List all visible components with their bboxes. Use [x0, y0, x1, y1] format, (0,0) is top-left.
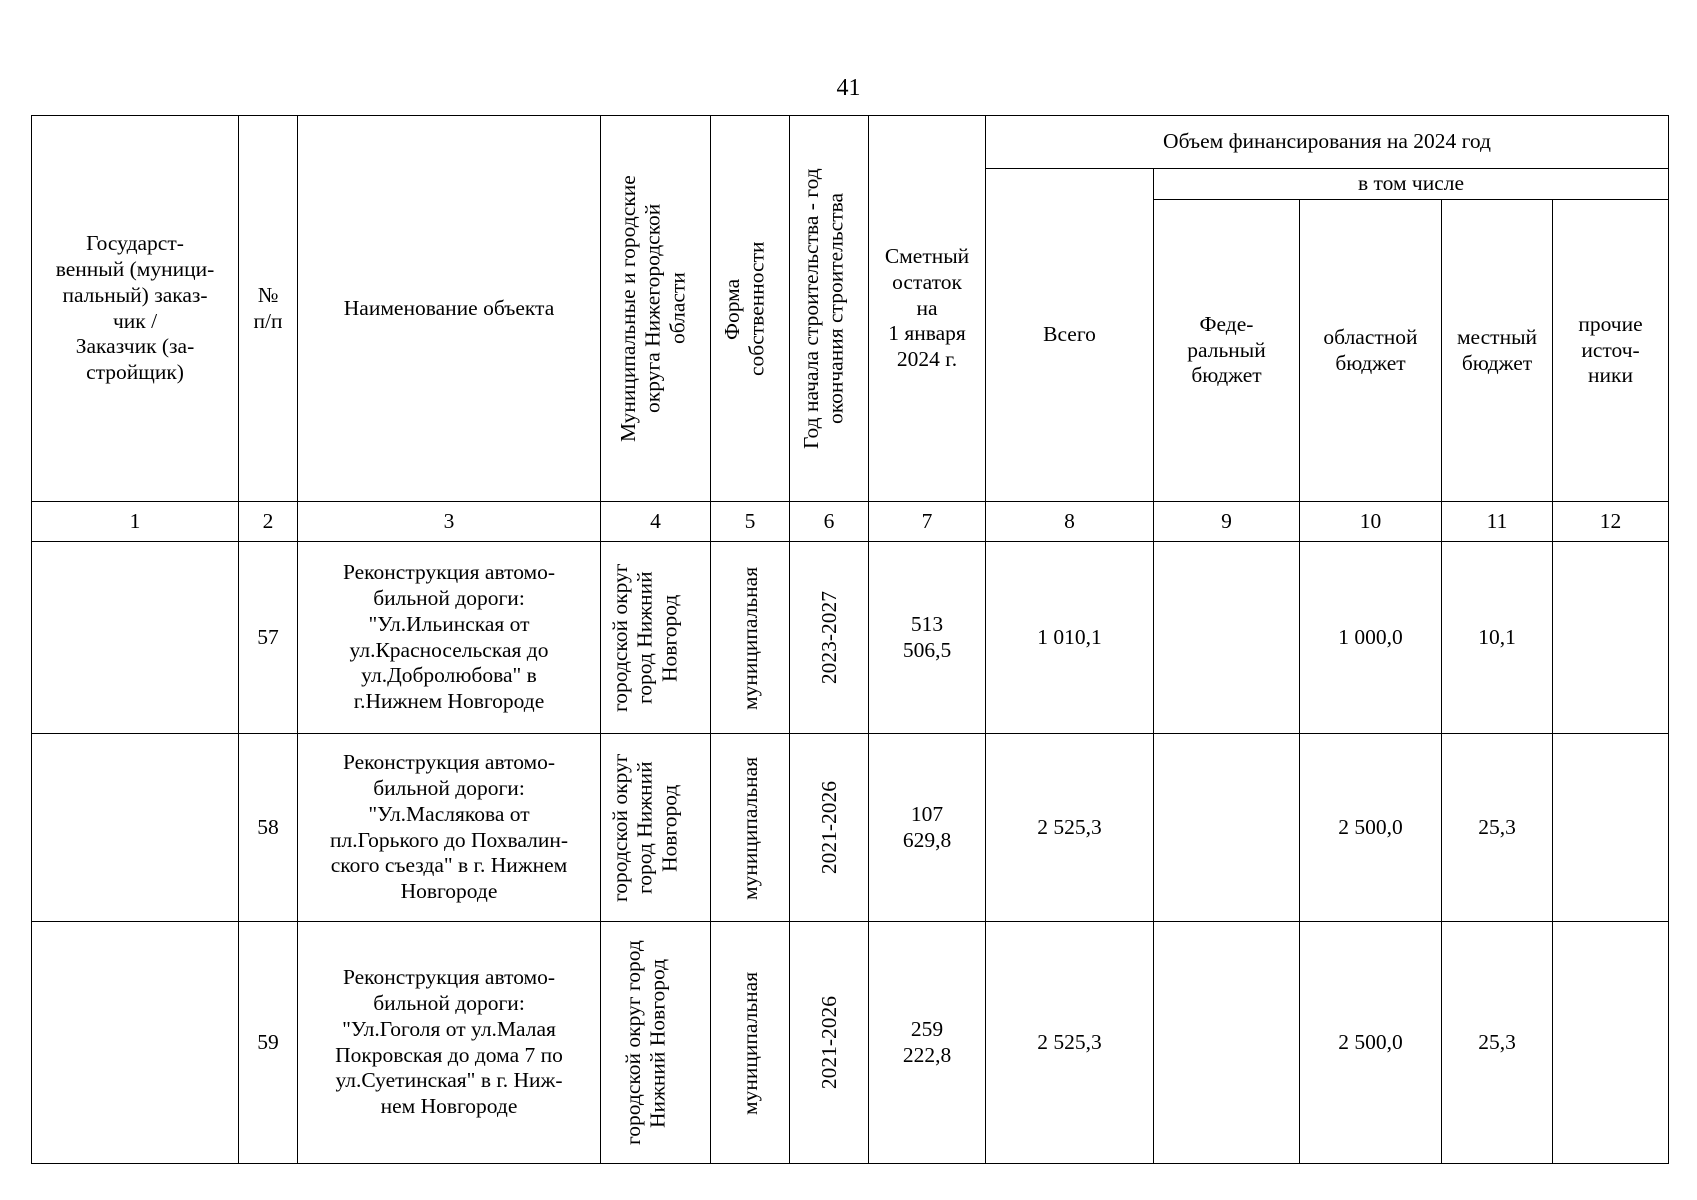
financing-table: [31, 115, 1669, 1164]
header-customer: Государст- венный (муници- пальный) заказ- чик / Заказчик (за- стройщик): [32, 116, 239, 502]
header-number: № п/п: [239, 116, 298, 502]
cell-regional: 2 500,0: [1300, 734, 1442, 922]
column-number: 6: [790, 502, 869, 542]
column-number: 1: [32, 502, 239, 542]
cell-customer: [32, 542, 239, 734]
cell-years: 2021-2026: [790, 734, 869, 922]
column-number: 5: [711, 502, 790, 542]
cell-object-name: Реконструкция автомо- бильной дороги: "Ул.Ильинская от ул.Красносельская до ул.Добролюбова" в г.Нижнем Новгороде: [298, 542, 601, 734]
cell-estimate: 259 222,8: [869, 922, 986, 1164]
column-number: 12: [1553, 502, 1669, 542]
table-row: [32, 922, 1669, 1164]
cell-district: городской округ город Нижний Новгород: [601, 734, 711, 922]
header-local: местный бюджет: [1442, 200, 1553, 502]
header-object-name: Наименование объекта: [298, 116, 601, 502]
cell-customer: [32, 922, 239, 1164]
column-number: 4: [601, 502, 711, 542]
cell-object-name: Реконструкция автомо- бильной дороги: "Ул.Маслякова от пл.Горького до Похвалин- ского съезда" в г. Нижнем Новгороде: [298, 734, 601, 922]
cell-other: [1553, 542, 1669, 734]
cell-estimate: 513 506,5: [869, 542, 986, 734]
cell-regional: 1 000,0: [1300, 542, 1442, 734]
cell-ownership: муниципальная: [711, 734, 790, 922]
cell-estimate: 107 629,8: [869, 734, 986, 922]
cell-federal: [1154, 734, 1300, 922]
column-number: 2: [239, 502, 298, 542]
header-district: Муниципальные и городские округа Нижегородской области: [601, 116, 711, 502]
column-number: 11: [1442, 502, 1553, 542]
cell-other: [1553, 734, 1669, 922]
column-number: 3: [298, 502, 601, 542]
column-number: 7: [869, 502, 986, 542]
cell-number: 58: [239, 734, 298, 922]
cell-district: городской округ город Нижний Новгород: [601, 542, 711, 734]
cell-district: городской округ город Нижний Новгород: [601, 922, 711, 1164]
header-including: в том числе: [1154, 169, 1669, 200]
cell-federal: [1154, 542, 1300, 734]
column-number: 9: [1154, 502, 1300, 542]
cell-total: 2 525,3: [986, 734, 1154, 922]
cell-number: 59: [239, 922, 298, 1164]
cell-years: 2021-2026: [790, 922, 869, 1164]
cell-total: 1 010,1: [986, 542, 1154, 734]
cell-other: [1553, 922, 1669, 1164]
page-number: 41: [836, 75, 861, 101]
header-estimate: Сметный остаток на 1 января 2024 г.: [869, 116, 986, 502]
header-ownership: Форма собственности: [711, 116, 790, 502]
cell-object-name: Реконструкция автомо- бильной дороги: "Ул.Гоголя от ул.Малая Покровская до дома 7 по ул.Суетинская" в г. Ниж- нем Новгороде: [298, 922, 601, 1164]
table-row: [32, 734, 1669, 922]
header-financing: Объем финансирования на 2024 год: [986, 116, 1669, 169]
cell-federal: [1154, 922, 1300, 1164]
cell-regional: 2 500,0: [1300, 922, 1442, 1164]
header-federal: Феде- ральный бюджет: [1154, 200, 1300, 502]
cell-years: 2023-2027: [790, 542, 869, 734]
column-number: 10: [1300, 502, 1442, 542]
cell-ownership: муниципальная: [711, 922, 790, 1164]
header-years: Год начала строительства - год окончания строительства: [790, 116, 869, 502]
table-row: [32, 542, 1669, 734]
cell-local: 25,3: [1442, 922, 1553, 1164]
header-regional: областной бюджет: [1300, 200, 1442, 502]
column-numbers-row: [32, 502, 1669, 542]
cell-local: 25,3: [1442, 734, 1553, 922]
column-number: 8: [986, 502, 1154, 542]
header-other: прочие источ- ники: [1553, 200, 1669, 502]
cell-total: 2 525,3: [986, 922, 1154, 1164]
cell-customer: [32, 734, 239, 922]
cell-number: 57: [239, 542, 298, 734]
cell-ownership: муниципальная: [711, 542, 790, 734]
cell-local: 10,1: [1442, 542, 1553, 734]
header-total: Всего: [986, 169, 1154, 502]
